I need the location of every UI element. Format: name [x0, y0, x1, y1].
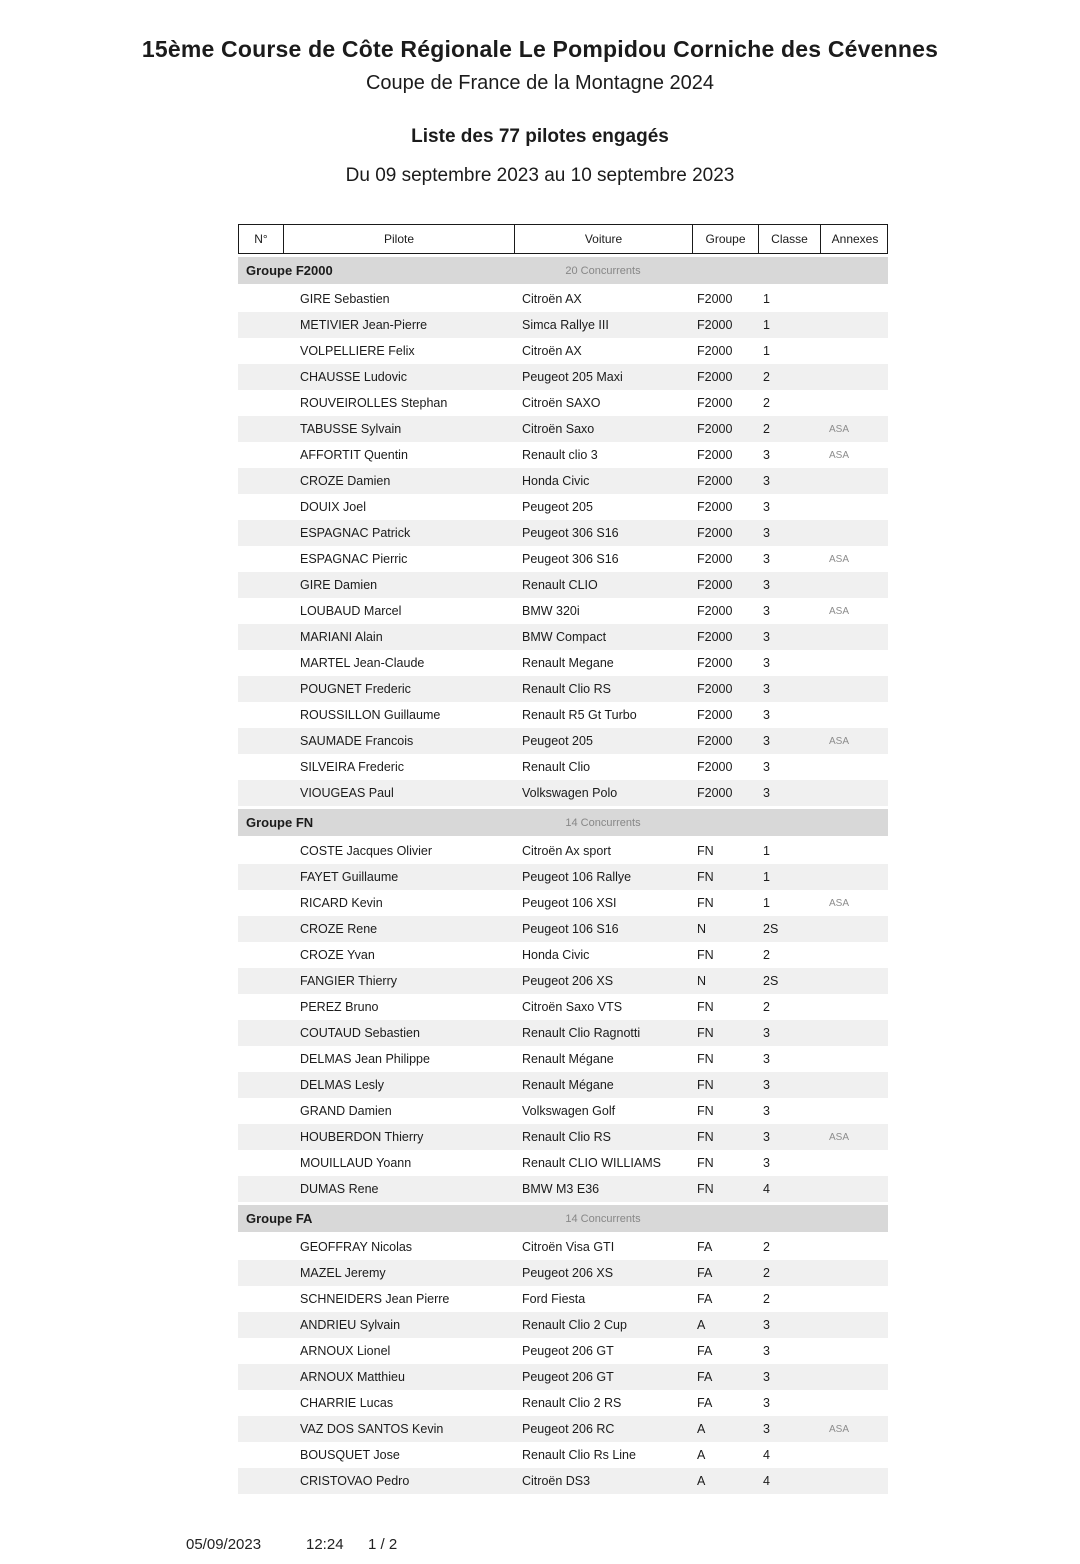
cell-voiture: Honda Civic — [522, 474, 590, 488]
cell-classe: 2 — [763, 1240, 770, 1254]
table-row — [238, 676, 888, 702]
cell-groupe: F2000 — [697, 422, 733, 436]
table-row — [238, 468, 888, 494]
cell-classe: 3 — [763, 500, 770, 514]
cell-pilote: DUMAS Rene — [300, 1182, 379, 1196]
cell-classe: 3 — [763, 1052, 770, 1066]
cell-groupe: FN — [697, 948, 714, 962]
cell-pilote: SILVEIRA Frederic — [300, 760, 404, 774]
cell-groupe: FN — [697, 1182, 714, 1196]
group-rows — [238, 1234, 888, 1494]
cell-voiture: Renault Mégane — [522, 1078, 614, 1092]
cell-pilote: RICARD Kevin — [300, 896, 383, 910]
cell-classe: 3 — [763, 1078, 770, 1092]
table-row — [238, 1020, 888, 1046]
cell-groupe: F2000 — [697, 786, 733, 800]
cell-groupe: FN — [697, 1052, 714, 1066]
cell-pilote: COSTE Jacques Olivier — [300, 844, 432, 858]
cell-annexes: ASA — [829, 423, 850, 435]
cell-groupe: F2000 — [697, 396, 733, 410]
cell-classe: 3 — [763, 708, 770, 722]
cell-pilote: AFFORTIT Quentin — [300, 448, 408, 462]
cell-voiture: Renault clio 3 — [522, 448, 598, 462]
cell-voiture: Renault Megane — [522, 656, 614, 670]
cell-pilote: ARNOUX Matthieu — [300, 1370, 405, 1384]
cell-groupe: FN — [697, 1026, 714, 1040]
cell-pilote: SCHNEIDERS Jean Pierre — [300, 1292, 450, 1306]
cell-groupe: N — [697, 974, 707, 988]
table-row — [238, 650, 888, 676]
cell-classe: 3 — [763, 1026, 770, 1040]
cell-classe: 4 — [763, 1474, 770, 1488]
cell-groupe: F2000 — [697, 474, 733, 488]
cell-voiture: BMW 320i — [522, 604, 580, 618]
cell-voiture: Peugeot 206 RC — [522, 1422, 615, 1436]
cell-pilote: VIOUGEAS Paul — [300, 786, 394, 800]
table-row — [238, 520, 888, 546]
cell-groupe: A — [697, 1474, 706, 1488]
cell-pilote: CRISTOVAO Pedro — [300, 1474, 410, 1488]
cell-annexes: ASA — [829, 1423, 850, 1435]
cell-groupe: FN — [697, 844, 714, 858]
cell-voiture: Volkswagen Polo — [522, 786, 618, 800]
cell-pilote: LOUBAUD Marcel — [300, 604, 402, 618]
group-count-label: 14 Concurrents — [565, 1212, 641, 1225]
cell-pilote: SAUMADE Francois — [300, 734, 414, 748]
cell-classe: 3 — [763, 1104, 770, 1118]
table-row — [238, 916, 888, 942]
table-row — [238, 1416, 888, 1442]
cell-groupe: FN — [697, 1000, 714, 1014]
cell-classe: 2 — [763, 1266, 770, 1280]
cell-annexes: ASA — [829, 1131, 850, 1143]
footer-print-date: 05/09/2023 — [186, 1536, 262, 1553]
table-row — [238, 1286, 888, 1312]
cell-voiture: Peugeot 106 XSI — [522, 896, 617, 910]
table-row — [238, 1124, 888, 1150]
cell-voiture: Renault R5 Gt Turbo — [522, 708, 637, 722]
cell-pilote: POUGNET Frederic — [300, 682, 411, 696]
cell-pilote: GIRE Damien — [300, 578, 378, 592]
table-row — [238, 754, 888, 780]
page-title: 15ème Course de Côte Régionale Le Pompidou Corniche des Cévennes — [141, 36, 939, 62]
cell-voiture: Citroën DS3 — [522, 1474, 591, 1488]
footer-print-time: 12:24 — [306, 1536, 344, 1553]
cell-pilote: GIRE Sebastien — [300, 292, 390, 306]
table-row — [238, 572, 888, 598]
table-row — [238, 390, 888, 416]
table-row — [238, 598, 888, 624]
cell-voiture: Peugeot 205 — [522, 500, 593, 514]
cell-annexes: ASA — [829, 897, 850, 909]
cell-groupe: F2000 — [697, 604, 733, 618]
cell-groupe: A — [697, 1318, 706, 1332]
table-header-row — [238, 224, 888, 254]
document-header — [0, 36, 1080, 187]
cell-voiture: Peugeot 306 S16 — [522, 526, 619, 540]
group-name-label: Groupe FN — [246, 815, 314, 830]
cell-pilote: MARTEL Jean-Claude — [300, 656, 425, 670]
cell-groupe: F2000 — [697, 318, 733, 332]
cell-classe: 3 — [763, 734, 770, 748]
table-row — [238, 624, 888, 650]
table-row — [238, 1234, 888, 1260]
cell-classe: 2 — [763, 1000, 770, 1014]
list-title: Liste des 77 pilotes engagés — [411, 126, 669, 147]
cell-annexes: ASA — [829, 605, 850, 617]
group-header-row — [238, 1205, 888, 1232]
cell-voiture: Renault Clio RS — [522, 1130, 611, 1144]
cell-voiture: Peugeot 206 GT — [522, 1370, 614, 1384]
cell-pilote: MARIANI Alain — [300, 630, 383, 644]
cell-pilote: TABUSSE Sylvain — [300, 422, 402, 436]
cell-groupe: FN — [697, 1130, 714, 1144]
cell-classe: 2 — [763, 370, 770, 384]
page-subtitle: Coupe de France de la Montagne 2024 — [365, 72, 715, 94]
cell-classe: 2 — [763, 422, 770, 436]
table-row — [238, 1260, 888, 1286]
cell-pilote: FAYET Guillaume — [300, 870, 399, 884]
cell-voiture: Peugeot 205 Maxi — [522, 370, 623, 384]
cell-classe: 2S — [763, 922, 779, 936]
table-row — [238, 1046, 888, 1072]
cell-groupe: FN — [697, 1104, 714, 1118]
cell-groupe: FA — [697, 1240, 713, 1254]
cell-classe: 2S — [763, 974, 779, 988]
cell-voiture: Renault Clio RS — [522, 682, 611, 696]
table-row — [238, 728, 888, 754]
cell-classe: 4 — [763, 1182, 770, 1196]
cell-classe: 3 — [763, 1370, 770, 1384]
page-footer — [0, 1536, 1080, 1558]
table-row — [238, 1390, 888, 1416]
table-row — [238, 546, 888, 572]
cell-voiture: Citroën Saxo — [522, 422, 595, 436]
cell-classe: 4 — [763, 1448, 770, 1462]
column-header-annexes: Annexes — [831, 232, 879, 246]
group-name-label: Groupe F2000 — [246, 263, 333, 278]
cell-groupe: F2000 — [697, 578, 733, 592]
table-row — [238, 1072, 888, 1098]
cell-pilote: ESPAGNAC Patrick — [300, 526, 411, 540]
cell-classe: 3 — [763, 786, 770, 800]
cell-groupe: F2000 — [697, 500, 733, 514]
cell-voiture: Renault Clio — [522, 760, 591, 774]
cell-classe: 1 — [763, 870, 770, 884]
cell-annexes: ASA — [829, 553, 850, 565]
cell-voiture: Peugeot 306 S16 — [522, 552, 619, 566]
cell-voiture: Citroën AX — [522, 292, 582, 306]
cell-voiture: Renault Clio 2 RS — [522, 1396, 622, 1410]
cell-voiture: Renault Clio Ragnotti — [522, 1026, 641, 1040]
column-header-voiture: Voiture — [515, 225, 693, 253]
cell-groupe: FN — [697, 1078, 714, 1092]
table-row — [238, 312, 888, 338]
cell-classe: 3 — [763, 474, 770, 488]
cell-classe: 3 — [763, 682, 770, 696]
cell-pilote: VOLPELLIERE Felix — [300, 344, 415, 358]
column-header-pilote: Pilote — [284, 225, 515, 253]
cell-pilote: GRAND Damien — [300, 1104, 392, 1118]
cell-annexes: ASA — [829, 449, 850, 461]
column-header-groupe: Groupe — [693, 225, 759, 253]
event-date-range: Du 09 septembre 2023 au 10 septembre 2023 — [345, 165, 735, 186]
cell-pilote: DOUIX Joel — [300, 500, 366, 514]
cell-classe: 3 — [763, 578, 770, 592]
cell-pilote: ROUVEIROLLES Stephan — [300, 396, 448, 410]
cell-pilote: CROZE Yvan — [300, 948, 375, 962]
cell-classe: 1 — [763, 318, 770, 332]
cell-groupe: FA — [697, 1292, 713, 1306]
cell-classe: 3 — [763, 1422, 770, 1436]
cell-pilote: GEOFFRAY Nicolas — [300, 1240, 413, 1254]
cell-classe: 2 — [763, 948, 770, 962]
cell-classe: 3 — [763, 1396, 770, 1410]
group-header-row — [238, 257, 888, 284]
cell-groupe: A — [697, 1448, 706, 1462]
table-row — [238, 968, 888, 994]
cell-voiture: Volkswagen Golf — [522, 1104, 616, 1118]
cell-groupe: F2000 — [697, 682, 733, 696]
table-row — [238, 338, 888, 364]
cell-classe: 3 — [763, 630, 770, 644]
group-rows — [238, 286, 888, 806]
cell-pilote: CROZE Rene — [300, 922, 378, 936]
table-row — [238, 1312, 888, 1338]
cell-groupe: FA — [697, 1344, 713, 1358]
column-header-num: N° — [239, 225, 284, 253]
table-row — [238, 994, 888, 1020]
table-row — [238, 1176, 888, 1202]
table-row — [238, 1364, 888, 1390]
cell-groupe: F2000 — [697, 708, 733, 722]
cell-pilote: HOUBERDON Thierry — [300, 1130, 424, 1144]
cell-pilote: METIVIER Jean-Pierre — [300, 318, 428, 332]
cell-groupe: FN — [697, 1156, 714, 1170]
group-header-row — [238, 809, 888, 836]
group-name-label: Groupe FA — [246, 1211, 313, 1226]
table-row — [238, 838, 888, 864]
cell-groupe: F2000 — [697, 292, 733, 306]
cell-classe: 2 — [763, 396, 770, 410]
cell-pilote: ANDRIEU Sylvain — [300, 1318, 401, 1332]
cell-pilote: ARNOUX Lionel — [300, 1344, 391, 1358]
cell-pilote: MOUILLAUD Yoann — [300, 1156, 412, 1170]
cell-classe: 3 — [763, 1130, 770, 1144]
cell-voiture: Peugeot 206 GT — [522, 1344, 614, 1358]
footer-page-number: 1 / 2 — [368, 1536, 398, 1553]
table-row — [238, 442, 888, 468]
cell-voiture: Citroën SAXO — [522, 396, 601, 410]
cell-classe: 3 — [763, 526, 770, 540]
cell-pilote: CROZE Damien — [300, 474, 391, 488]
table-row — [238, 942, 888, 968]
table-row — [238, 1468, 888, 1494]
cell-voiture: Renault Clio Rs Line — [522, 1448, 636, 1462]
cell-voiture: Ford Fiesta — [522, 1292, 586, 1306]
group-count-label: 14 Concurrents — [565, 816, 641, 829]
cell-groupe: F2000 — [697, 448, 733, 462]
column-header-classe: Classe — [759, 225, 821, 253]
cell-groupe: FA — [697, 1396, 713, 1410]
table-row — [238, 1098, 888, 1124]
cell-groupe: F2000 — [697, 370, 733, 384]
cell-classe: 3 — [763, 656, 770, 670]
cell-voiture: Renault CLIO — [522, 578, 598, 592]
cell-pilote: CHARRIE Lucas — [300, 1396, 394, 1410]
cell-voiture: Peugeot 206 XS — [522, 1266, 614, 1280]
cell-voiture: Citroën AX — [522, 344, 582, 358]
cell-groupe: N — [697, 922, 707, 936]
cell-classe: 1 — [763, 896, 770, 910]
table-row — [238, 702, 888, 728]
cell-voiture: Citroën Visa GTI — [522, 1240, 615, 1254]
cell-voiture: BMW Compact — [522, 630, 607, 644]
cell-pilote: FANGIER Thierry — [300, 974, 398, 988]
cell-pilote: PEREZ Bruno — [300, 1000, 379, 1014]
cell-voiture: Honda Civic — [522, 948, 590, 962]
cell-voiture: BMW M3 E36 — [522, 1182, 600, 1196]
table-row — [238, 286, 888, 312]
cell-classe: 1 — [763, 292, 770, 306]
table-body — [238, 257, 888, 1494]
cell-classe: 1 — [763, 844, 770, 858]
cell-annexes: ASA — [829, 735, 850, 747]
cell-classe: 3 — [763, 760, 770, 774]
cell-groupe: F2000 — [697, 526, 733, 540]
table-row — [238, 1442, 888, 1468]
cell-classe: 3 — [763, 1318, 770, 1332]
cell-classe: 3 — [763, 448, 770, 462]
group-rows — [238, 838, 888, 1202]
table-row — [238, 494, 888, 520]
cell-voiture: Peugeot 205 — [522, 734, 593, 748]
cell-classe: 3 — [763, 1344, 770, 1358]
cell-groupe: F2000 — [697, 630, 733, 644]
cell-classe: 3 — [763, 552, 770, 566]
table-row — [238, 1338, 888, 1364]
cell-pilote: BOUSQUET Jose — [300, 1448, 400, 1462]
cell-groupe: F2000 — [697, 734, 733, 748]
cell-voiture: Peugeot 206 XS — [522, 974, 614, 988]
cell-groupe: F2000 — [697, 344, 733, 358]
cell-voiture: Peugeot 106 S16 — [522, 922, 619, 936]
cell-voiture: Renault CLIO WILLIAMS — [522, 1156, 661, 1170]
cell-groupe: F2000 — [697, 760, 733, 774]
cell-voiture: Renault Clio 2 Cup — [522, 1318, 627, 1332]
pilots-table — [238, 224, 888, 1494]
cell-classe: 2 — [763, 1292, 770, 1306]
cell-groupe: F2000 — [697, 656, 733, 670]
cell-pilote: ESPAGNAC Pierric — [300, 552, 408, 566]
cell-groupe: FA — [697, 1370, 713, 1384]
cell-pilote: VAZ DOS SANTOS Kevin — [300, 1422, 444, 1436]
table-row — [238, 364, 888, 390]
table-row — [238, 1150, 888, 1176]
cell-voiture: Citroën Saxo VTS — [522, 1000, 623, 1014]
cell-groupe: A — [697, 1422, 706, 1436]
cell-pilote: DELMAS Lesly — [300, 1078, 385, 1092]
cell-groupe: FN — [697, 896, 714, 910]
cell-groupe: FA — [697, 1266, 713, 1280]
cell-groupe: F2000 — [697, 552, 733, 566]
cell-voiture: Renault Mégane — [522, 1052, 614, 1066]
group-count-label: 20 Concurrents — [565, 264, 641, 277]
cell-pilote: DELMAS Jean Philippe — [300, 1052, 430, 1066]
cell-pilote: CHAUSSE Ludovic — [300, 370, 407, 384]
cell-pilote: MAZEL Jeremy — [300, 1266, 386, 1280]
table-row — [238, 890, 888, 916]
cell-classe: 1 — [763, 344, 770, 358]
cell-groupe: FN — [697, 870, 714, 884]
cell-pilote: COUTAUD Sebastien — [300, 1026, 420, 1040]
table-row — [238, 416, 888, 442]
cell-voiture: Citroën Ax sport — [522, 844, 611, 858]
cell-classe: 3 — [763, 604, 770, 618]
cell-pilote: ROUSSILLON Guillaume — [300, 708, 441, 722]
cell-voiture: Peugeot 106 Rallye — [522, 870, 632, 884]
cell-voiture: Simca Rallye III — [522, 318, 609, 332]
cell-classe: 3 — [763, 1156, 770, 1170]
table-row — [238, 780, 888, 806]
table-row — [238, 864, 888, 890]
